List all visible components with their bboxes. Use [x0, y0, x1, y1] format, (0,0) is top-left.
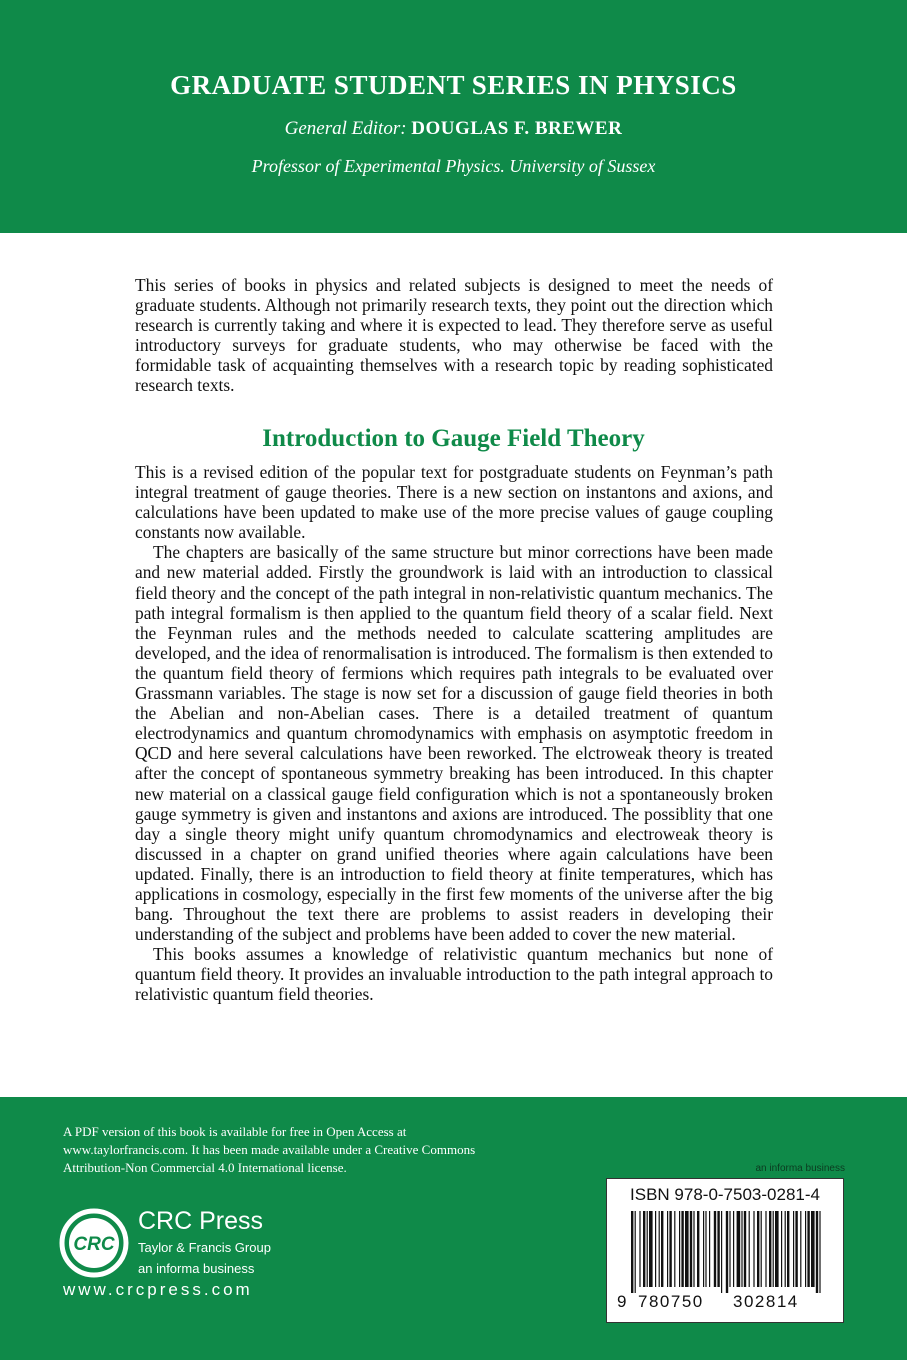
barcode-bar [669, 1211, 671, 1287]
barcode-bar [681, 1211, 683, 1287]
publisher-name: CRC Press [138, 1207, 264, 1235]
barcode-digits-right: 302814 [733, 1292, 799, 1311]
barcode-bar [819, 1211, 820, 1293]
barcode-bar [749, 1211, 750, 1287]
barcode-bar [729, 1211, 730, 1287]
editor-name: DOUGLAS F. BREWER [411, 118, 623, 139]
barcode-bar [647, 1211, 648, 1287]
blurb-paragraph-2: The chapters are basically of the same structure but minor corrections have been made and new material added. Firstly the groundwork is laid with an introduction to classical field theory and the concept of the path integral in non-relativistic quantum mechanics. The path integral formalism is then applied to the quantum field theory of a scalar field. Next the Feynman rules and the methods needed to calculate scattering amplitudes are developed, and the idea of renormalisation is introduced. The formalism is then extended to the quantum field theory of fermions which requires path integrals to be evaluated over Grassmann variables. The stage is now set for a discussion of gauge field theories in both the Abelian and non-Abelian cases. There is a detailed treatment of quantum electrodynamics and quantum chromodynamics with emphasis on asymptotic freedom in QCD and here several calculations have been reworked. The elctroweak theory is treated after the concept of spontaneous symmetry breaking has been introduced. In this chapter new material on a classical gauge field configuration which is not a spontaneously broken gauge symmetry is given and instantons and axions are introduced. The possiblity that one day a single theory might unify quantum chromodynamics and electroweak theory is discussed in a chapter on grand unified theories where again calculations have been updated. Finally, there is an introduction to field theory at finite temperatures, which has applications in cosmology, especially in the first few moments of the universe after the big bang. Throughout the text there are problems to assist readers in developing their understanding of the subject and problems have been added to cover the new material. [135, 542, 773, 945]
blurb-paragraph-3: This books assumes a knowledge of relativistic quantum mechanics but none of quantum field theory. It provides an invaluable introduction to the path integral approach to relativistic quantum field theories. [135, 944, 773, 1005]
book-title: Introduction to Gauge Field Theory [262, 425, 645, 452]
barcode-bar [805, 1211, 806, 1287]
barcode-bar [631, 1211, 633, 1293]
header-band [0, 0, 907, 233]
barcode-bar [807, 1211, 809, 1287]
barcode-bar [659, 1211, 660, 1287]
crc-press-logo-icon [58, 1207, 130, 1279]
editor-label: General Editor: [284, 118, 407, 139]
barcode-bar [726, 1211, 728, 1293]
isbn-barcode-panel [606, 1178, 844, 1323]
barcode-bar [690, 1211, 692, 1287]
barcode-bar [703, 1211, 704, 1287]
publisher-informa-line: an informa business [138, 1261, 255, 1276]
publisher-group: Taylor & Francis Group [138, 1240, 271, 1255]
barcode-bar [741, 1211, 742, 1287]
barcode-bar [769, 1211, 771, 1287]
barcode-digits-left: 780750 [638, 1292, 704, 1311]
series-title: GRADUATE STUDENT SERIES IN PHYSICS [170, 70, 737, 100]
barcode-bar [775, 1211, 779, 1287]
barcode-bar [643, 1211, 645, 1287]
barcode-bar [679, 1211, 680, 1287]
barcode-bar [781, 1211, 782, 1287]
barcode-bar [757, 1211, 759, 1287]
barcode-bar [744, 1211, 746, 1287]
barcode-bar [737, 1211, 741, 1287]
open-access-note: A PDF version of this book is available for free in Open Access at www.taylorfrancis.com. It has been made available under a Creative Commons Attribution-Non Commercial 4.0 International license. [63, 1124, 476, 1175]
barcode-digit-first: 9 [617, 1292, 627, 1311]
barcode-bar [753, 1211, 754, 1287]
barcode-bar [655, 1211, 656, 1287]
isbn-number: ISBN 978-0-7503-0281-4 [630, 1185, 820, 1204]
barcode-bar [697, 1211, 699, 1287]
barcode-bar [709, 1211, 710, 1287]
barcode-bar [773, 1211, 774, 1287]
barcode-bar [667, 1211, 668, 1287]
barcode-bar [685, 1211, 689, 1287]
barcode-bar [733, 1211, 734, 1287]
barcode-bar [717, 1211, 719, 1287]
book-blurb [135, 462, 773, 1005]
barcode-bar [787, 1211, 789, 1287]
barcode-bar [661, 1211, 663, 1287]
barcode-bar [721, 1211, 722, 1293]
barcode-bar [635, 1211, 636, 1293]
general-editor-line [0, 118, 907, 140]
barcode-bar [693, 1211, 694, 1287]
barcode-bar [816, 1211, 818, 1293]
crc-logo-text: CRC [73, 1234, 115, 1255]
editor-affiliation: Professor of Experimental Physics. University of Sussex [251, 156, 656, 176]
barcode-graphic [617, 1211, 833, 1293]
barcode-bar [795, 1211, 797, 1287]
barcode-bar [639, 1211, 640, 1287]
barcode-bar [705, 1211, 706, 1287]
barcode-bar [714, 1211, 716, 1287]
series-description: This series of books in physics and related subjects is designed to meet the needs of graduate students. Although not primarily research texts, they point out the direction which research is currently taking and where it is expected to lead. They therefore serve as useful introductory surveys for graduate students, who may otherwise be faced with the formidable task of acquainting themselves with a research topic by reading sophisticated research texts. [135, 275, 773, 396]
barcode-bar [649, 1211, 653, 1287]
publisher-url: www.crcpress.com [63, 1280, 253, 1299]
blurb-paragraph-1: This is a revised edition of the popular text for postgraduate students on Feynman’s path integral treatment of gauge theories. There is a new section on instantons and axions, and calculations have been updated to make use of the more precise values of gauge coupling constants now available. [135, 462, 773, 543]
barcode-bar [765, 1211, 766, 1287]
barcode-bar [761, 1211, 762, 1287]
barcode-bar [793, 1211, 794, 1287]
barcode-bar [785, 1211, 786, 1287]
informa-business-tag: an informa business [755, 1163, 845, 1174]
barcode-bar [800, 1211, 801, 1287]
barcode-bar [674, 1211, 675, 1287]
barcode-bar [811, 1211, 815, 1287]
